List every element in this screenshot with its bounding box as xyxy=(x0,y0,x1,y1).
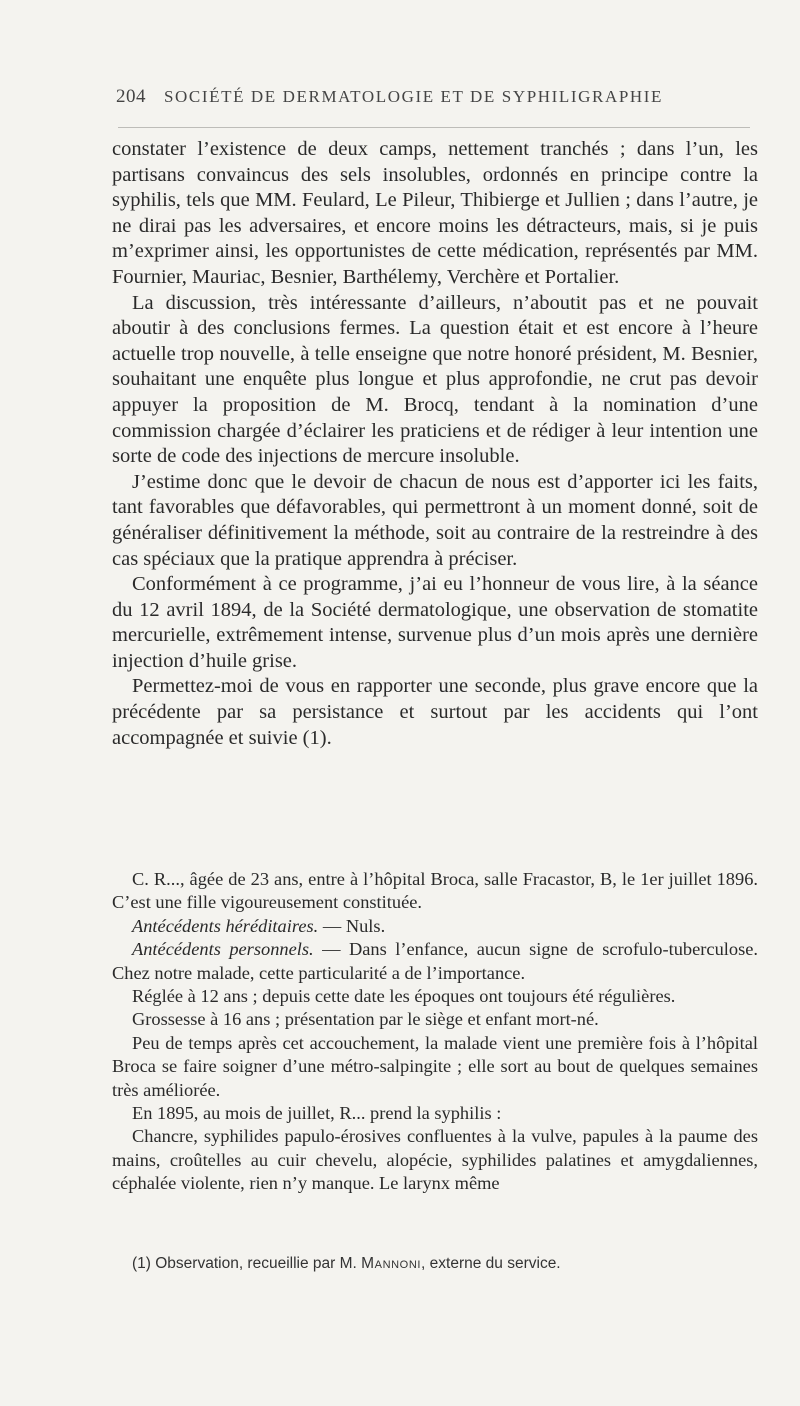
observation-paragraph: Peu de temps après cet accouchement, la malade vient une première fois à l’hôpital Broca se faire soigner d’une métro-salpingite ; elle sort au bout de quelques semaines très améliorée. xyxy=(112,1032,758,1100)
hereditary-antecedents xyxy=(112,915,758,938)
footnote xyxy=(132,1255,752,1273)
paragraph: Permettez-moi de vous en rapporter une seconde, plus grave encore que la précédente par sa persistance et surtout par les accidents qui l’ont accompagnée et suivie (1). xyxy=(112,675,758,749)
observation-paragraph: Réglée à 12 ans ; depuis cette date les époques ont toujours été régulières. xyxy=(132,986,676,1007)
paragraph: J’estime donc que le devoir de chacun de nous est d’apporter ici les faits, tant favorables que défavorables, qui permettront à un moment donné, soit de généraliser définitivement la méthode, soit au contraire de la restreindre à des cas spéciaux que la pratique apprendra à préciser. xyxy=(112,470,758,570)
personal-text: — Dans l’enfance, aucun signe de scrofulo-tuberculose. Chez notre malade, cette particularité a de l’importance. xyxy=(112,939,758,983)
paragraph: La discussion, très intéressante d’ailleurs, n’aboutit pas et ne pouvait aboutir à des conclusions fermes. La question était et est encore à l’heure actuelle trop nouvelle, à telle enseigne que notre honoré président, M. Besnier, souhaitant une enquête plus longue et plus approfondie, ne crut pas devoir appuyer la proposition de M. Brocq, tendant à la nomination d’une commission chargée d’éclairer les praticiens et de rédiger à leur intention une sorte de code des injections de mercure insoluble. xyxy=(112,291,758,468)
paragraph: constater l’existence de deux camps, nettement tranchés ; dans l’un, les partisans convaincus des sels insolubles, ordonnés en principe contre la syphilis, tels que MM. Feulard, Le Pileur, Thibierge et Jullien ; dans l’autre, je ne dirai pas les adversaires, et encore moins les détracteurs, mais, si je puis m’exprimer ainsi, les opportunistes de cette médication, représentés par MM. Fournier, Mauriac, Besnier, Barthélemy, Verchère et Portalier. xyxy=(112,138,758,288)
running-header xyxy=(116,86,696,108)
running-title: SOCIÉTÉ DE DERMATOLOGIE ET DE SYPHILIGRAPHIE xyxy=(164,87,664,106)
footnote-suffix: , externe du service. xyxy=(421,1255,561,1272)
footnote-name: Mannoni xyxy=(361,1255,422,1272)
personal-antecedents xyxy=(112,938,758,985)
main-text xyxy=(112,137,758,751)
observation-intro: C. R..., âgée de 23 ans, entre à l’hôpital Broca, salle Fracastor, B, le 1er juillet 1896. C’est une fille vigoureusement constituée. xyxy=(112,869,758,913)
hereditary-label: Antécédents héréditaires. xyxy=(132,915,319,936)
observation-paragraph: Chancre, syphilides papulo-érosives confluentes à la vulve, papules à la paume des mains, croûtelles au cuir chevelu, alopécie, syphilides palatines et amygdaliennes, céphalée violente, rien n’y manque. Le larynx même xyxy=(112,1126,758,1194)
footnote-prefix: (1) Observation, recueillie par M. xyxy=(132,1255,362,1272)
hereditary-text: — Nuls. xyxy=(318,915,386,936)
header-rule xyxy=(118,127,750,128)
observation-paragraph: En 1895, au mois de juillet, R... prend la syphilis : xyxy=(132,1103,502,1124)
page-number: 204 xyxy=(116,86,146,107)
observation-section xyxy=(112,868,758,1196)
personal-label: Antécédents personnels. xyxy=(132,939,314,960)
paragraph: Conformément à ce programme, j’ai eu l’honneur de vous lire, à la séance du 12 avril 1894, de la Société dermatologique, une observation de stomatite mercurielle, extrêmement intense, survenue plus d’un mois après une dernière injection d’huile grise. xyxy=(112,573,758,672)
observation-paragraph: Grossesse à 16 ans ; présentation par le siège et enfant mort-né. xyxy=(132,1009,599,1030)
